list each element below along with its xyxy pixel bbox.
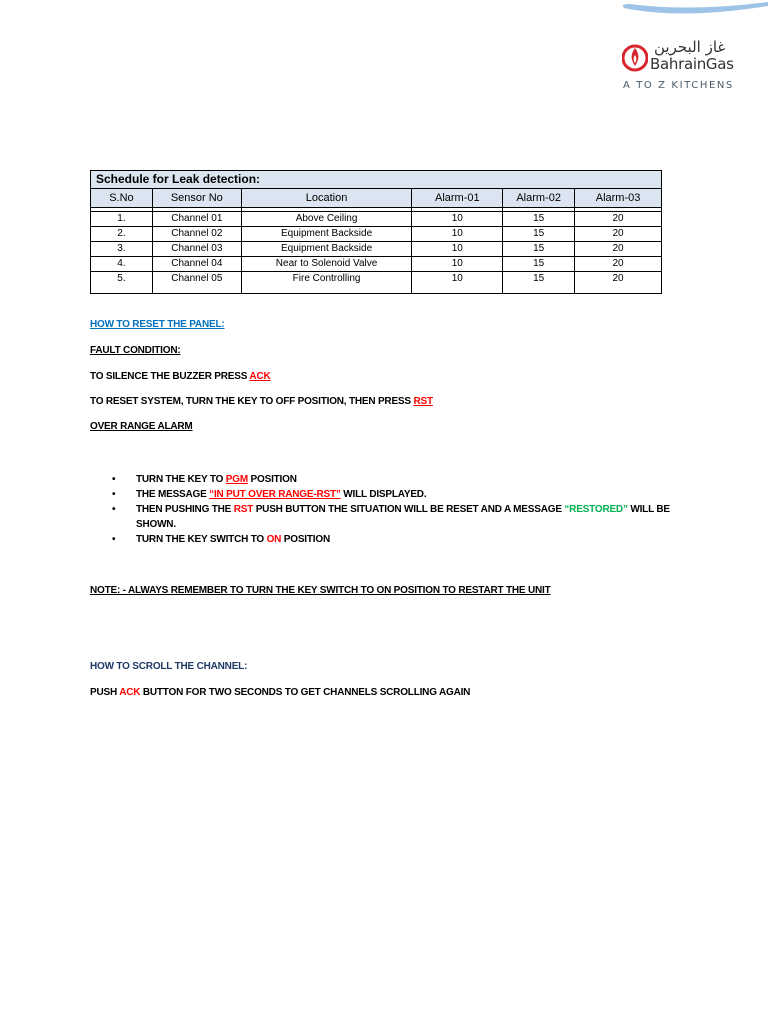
column-header: Alarm-03	[575, 189, 662, 208]
over-range-message: “IN PUT OVER RANGE-RST”	[209, 489, 341, 500]
instruction-text: BUTTON FOR TWO SECONDS TO GET CHANNELS SCROLLING AGAIN	[140, 687, 471, 698]
table-cell: 15	[503, 242, 575, 257]
table-cell: 1.	[91, 212, 153, 227]
table-cell: 20	[575, 242, 662, 257]
rst-key-label: RST	[233, 504, 254, 515]
restored-message: “RESTORED”	[564, 504, 628, 515]
step-text: PUSH BUTTON THE SITUATION WILL BE RESET AND A MESSAGE	[253, 504, 565, 515]
step-text: SHOWN.	[136, 519, 176, 530]
step-text: TURN THE KEY TO	[136, 474, 226, 485]
table-cell: Above Ceiling	[241, 212, 412, 227]
column-header: Sensor No	[152, 189, 241, 208]
table-row	[91, 272, 662, 294]
table-row	[91, 257, 662, 272]
table-row	[91, 242, 662, 257]
list-item	[90, 472, 670, 487]
table-cell: 10	[412, 242, 503, 257]
table-cell: 10	[412, 227, 503, 242]
table-cell: 5.	[91, 272, 153, 294]
table-cell: Channel 02	[152, 227, 241, 242]
table-cell: 4.	[91, 257, 153, 272]
table-cell: 20	[575, 227, 662, 242]
column-header: Alarm-02	[503, 189, 575, 208]
table-cell: 3.	[91, 242, 153, 257]
over-range-steps-list	[90, 472, 670, 547]
table-cell: 15	[503, 212, 575, 227]
instruction-text: TO RESET SYSTEM, TURN THE KEY TO OFF POSITION, THEN PRESS	[90, 396, 414, 407]
table-cell: 2.	[91, 227, 153, 242]
table-header-row	[91, 189, 662, 208]
table-row	[91, 212, 662, 227]
table-cell: 15	[503, 227, 575, 242]
table-cell: 20	[575, 257, 662, 272]
list-item	[90, 532, 670, 547]
table-cell: Fire Controlling	[241, 272, 412, 294]
column-header: S.No	[91, 189, 153, 208]
table-cell: 10	[412, 257, 503, 272]
bahraingas-logo	[620, 38, 740, 98]
table-cell: 15	[503, 272, 575, 294]
reset-system-instruction	[90, 396, 433, 407]
table-cell: Channel 05	[152, 272, 241, 294]
leak-detection-schedule-table	[90, 170, 662, 294]
on-key-label: ON	[266, 534, 282, 545]
table-cell: Equipment Backside	[241, 227, 412, 242]
fault-condition-heading: FAULT CONDITION:	[90, 345, 181, 356]
scroll-channel-instruction	[90, 687, 470, 698]
table-cell: 10	[412, 272, 503, 294]
table-cell: Channel 03	[152, 242, 241, 257]
bullet-icon: •	[112, 504, 116, 515]
pgm-key-label: PGM	[225, 474, 248, 485]
column-header: Location	[241, 189, 412, 208]
list-item	[90, 502, 670, 532]
step-text: THEN PUSHING THE	[136, 504, 234, 515]
step-text: WILL BE	[627, 504, 670, 515]
header-swoosh-decoration	[620, 2, 768, 24]
logo-tagline: A TO Z KITCHENS	[623, 80, 734, 91]
restart-note: NOTE: - ALWAYS REMEMBER TO TURN THE KEY SWITCH TO ON POSITION TO RESTART THE UNIT	[90, 585, 551, 596]
step-text: TURN THE KEY SWITCH TO	[136, 534, 267, 545]
column-header: Alarm-01	[412, 189, 503, 208]
table-cell: 10	[412, 212, 503, 227]
table-cell: 15	[503, 257, 575, 272]
logo-arabic-name: غاز البحرين	[654, 38, 726, 56]
scroll-channel-heading: HOW TO SCROLL THE CHANNEL:	[90, 661, 248, 672]
reset-panel-heading: HOW TO RESET THE PANEL:	[90, 319, 225, 330]
table-row	[91, 227, 662, 242]
table-cell: Equipment Backside	[241, 242, 412, 257]
bullet-icon: •	[112, 474, 116, 485]
table-cell: 20	[575, 212, 662, 227]
flame-logo-icon	[622, 42, 648, 72]
instruction-text: TO SILENCE THE BUZZER PRESS	[90, 371, 250, 382]
rst-key-label: RST	[413, 396, 433, 407]
instruction-text: PUSH	[90, 687, 120, 698]
step-text: POSITION	[247, 474, 297, 485]
list-item	[90, 487, 670, 502]
bullet-icon: •	[112, 534, 116, 545]
ack-key-label: ACK	[119, 687, 141, 698]
ack-key-label: ACK	[249, 371, 271, 382]
over-range-alarm-heading: OVER RANGE ALARM	[90, 421, 193, 432]
table-cell: Channel 04	[152, 257, 241, 272]
bullet-icon: •	[112, 489, 116, 500]
table-title: Schedule for Leak detection:	[91, 171, 662, 189]
table-cell: Channel 01	[152, 212, 241, 227]
step-text: POSITION	[281, 534, 330, 545]
logo-name: BahrainGas	[650, 55, 734, 73]
table-cell: 20	[575, 272, 662, 294]
step-text: WILL DISPLAYED.	[340, 489, 427, 500]
silence-buzzer-instruction	[90, 371, 271, 382]
table-cell: Near to Solenoid Valve	[241, 257, 412, 272]
step-text: THE MESSAGE	[136, 489, 210, 500]
